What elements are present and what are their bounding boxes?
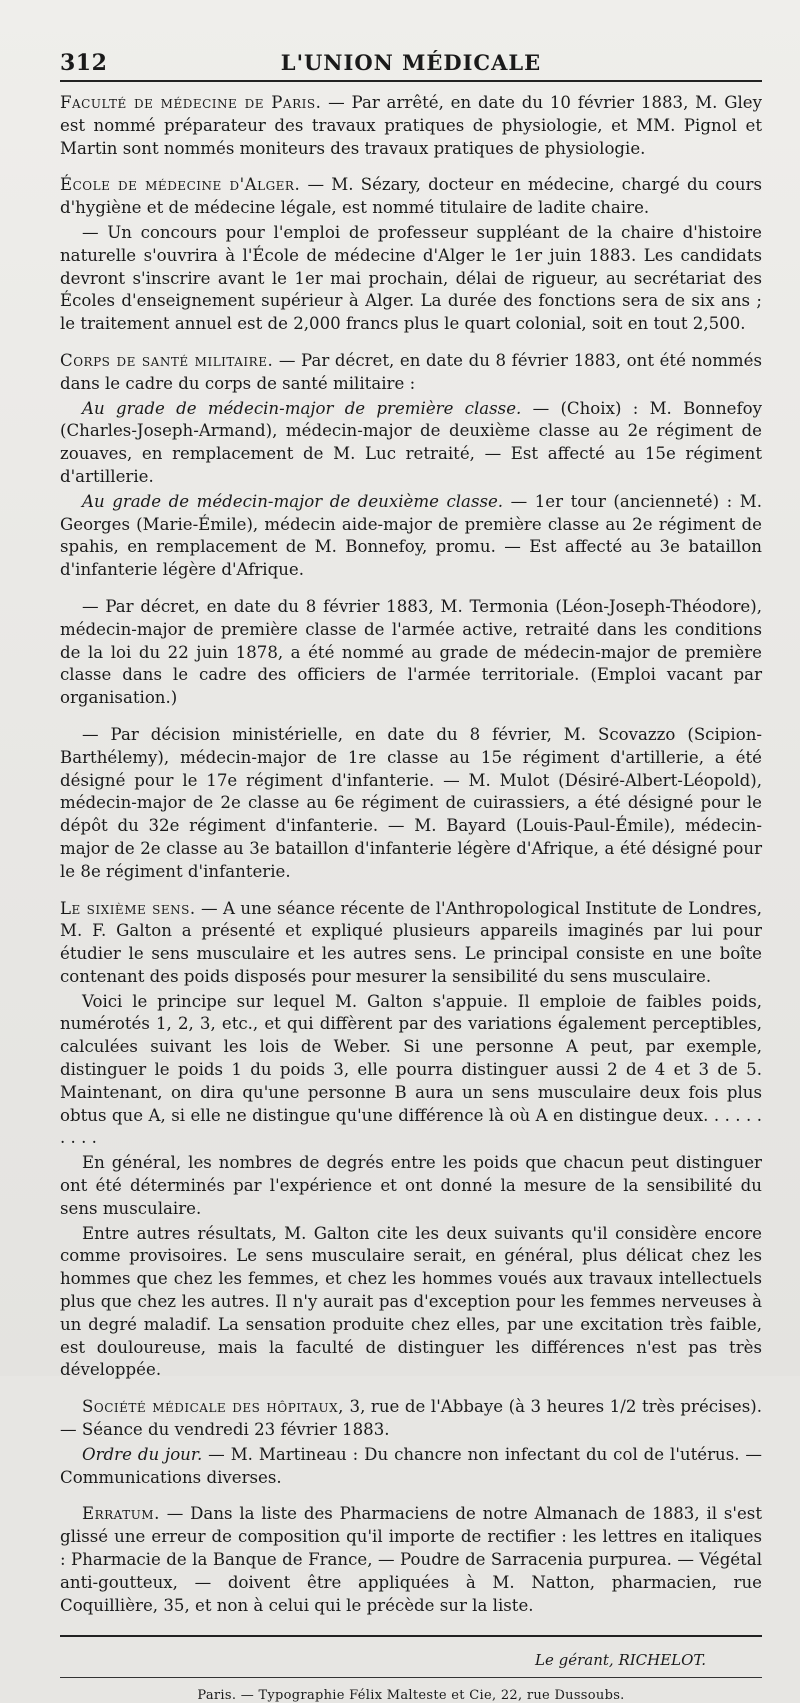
paragraph-principe-galton: Voici le principe sur lequel M. Galton s'appuie. Il emploie de faibles poids, numérotés 1, 2, 3, etc., et qui diffèrent par des variations également perceptibles, calculées suivant les lois de Weber. Si une personne A peut, par exemple, distinguer le poids 1 du poids 3, elle pourra distinguer aussi 2 de 4 et 3 de 5. Maintenant, on dira qu'une personne B aura un sens musculaire deux fois plus obtus que A, si elle ne distingue qu'une différence là où A en distingue deux. . . . . . . . . . <box>60 991 762 1148</box>
paragraph-decision-ministerielle: — Par décision ministérielle, en date du 8 février, M. Scovazzo (Scipion-Barthélemy), médecin-major de 1re classe au 15e régiment d'artillerie, a été désigné pour le 17e régiment d'infanterie. — M. Mulot (Désiré-Albert-Léopold), médecin-major de 2e classe au 6e régiment de cuirassiers, a été désigné pour le dépôt du 32e régiment d'infanterie. — M. Bayard (Louis-Paul-Émile), médecin-major de 2e classe au 3e bataillon d'infanterie légère d'Afrique, a été désigné pour le 8e régiment d'infanterie. <box>60 724 762 881</box>
paragraph-resultats: Entre autres résultats, M. Galton cite les deux suivants qu'il considère encore comme provisoires. Le sens musculaire serait, en général, plus délicat chez les hommes que chez les femmes, et chez les hommes voués aux travaux intellectuels plus que chez les autres. Il n'y aurait pas d'exception pour les femmes nerveuses à un degré maladif. La sensation produite chez elles, par une excitation très faible, est douloureuse, mais la faculté de distinguer les différences n'est pas très développée. <box>60 1223 762 1380</box>
paragraph-corps-sante: Corps de santé militaire. — Par décret, en date du 8 février 1883, ont été nommés dans le cadre du corps de santé militaire : <box>60 350 763 393</box>
page-number: 312 <box>60 50 108 76</box>
paragraph-concours: — Un concours pour l'emploi de professeur suppléant de la chaire d'histoire naturelle s'ouvrira à l'École de médecine d'Alger le 1er juin 1883. Les candidats devront s'inscrire avant le 1er mai prochain, délai de rigueur, au secrétariat des Écoles d'enseignement supérieur à Alger. La durée des fonctions sera de six ans ; le traitement annuel est de 2,000 francs plus le quart colonial, soit en tout 2,500. <box>60 222 762 334</box>
paragraph-societe-medicale: Société médicale des hôpitaux, 3, rue de l'Abbaye (à 3 heures 1/2 très précises). — Séance du vendredi 23 février 1883. <box>60 1397 763 1440</box>
footer-rule <box>60 1677 762 1678</box>
paragraph-ecole-alger: École de médecine d'Alger. — M. Sézary, docteur en médecine, chargé du cours d'hygiène et de médecine légale, est nommé titulaire de ladite chaire. <box>60 175 762 218</box>
signature-rule <box>60 1635 762 1637</box>
paragraph-deuxieme-classe: Au grade de médecin-major de deuxième classe. — 1er tour (ancienneté) : M. Georges (Marie-Émile), médecin aide-major de première classe au 2e régiment de spahis, en remplacement de M. Bonnefoy, promu. — Est affecté au 3e bataillon d'infanterie légère d'Afrique. <box>60 491 762 580</box>
paragraph-faculte-paris: Faculté de médecine de Paris. — Par arrêté, en date du 10 février 1883, M. Gley est nommé préparateur des travaux pratiques de physiologie, et MM. Pignol et Martin sont nommés moniteurs des travaux pratiques de physiologie. <box>60 93 762 158</box>
article-body <box>60 92 762 1617</box>
page-header <box>60 44 762 76</box>
signature: Le gérant, RICHELOT. <box>535 1651 706 1670</box>
running-title: L'UNION MÉDICALE <box>280 50 542 75</box>
paragraph-premiere-classe: Au grade de médecin-major de première classe. — (Choix) : M. Bonnefoy (Charles-Joseph-Armand), médecin-major de deuxième classe au 2e régiment de zouaves, en remplacement de M. Luc retraité, — Est affecté au 15e régiment d'artillerie. <box>60 398 762 486</box>
paragraph-termonia: — Par décret, en date du 8 février 1883, M. Termonia (Léon-Joseph-Théodore), médecin-major de première classe de l'armée active, retraité dans les conditions de la loi du 22 juin 1878, a été nommé au grade de médecin-major de première classe dans le cadre des officiers de l'armée territoriale. (Emploi vacant par organisation.) <box>60 596 762 708</box>
paragraph-nombres-degres: En général, les nombres de degrés entre les poids que chacun peut distinguer ont été déterminés par l'expérience et ont donné la mesure de la sensibilité du sens musculaire. <box>60 1153 762 1218</box>
paragraph-ordre-du-jour: Ordre du jour. — M. Martineau : Du chancre non infectant du col de l'utérus. — Communications diverses. <box>60 1444 762 1487</box>
paragraph-sixieme-sens: Le sixième sens. — A une séance récente de l'Anthropological Institute de Londres, M. F. Galton a présenté et expliqué plusieurs appareils imaginés par lui pour étudier le sens musculaire et les autres sens. Le principal consiste en une boîte contenant des poids disposés pour mesurer la sensibilité du sens musculaire. <box>60 898 762 986</box>
header-rule <box>60 80 762 82</box>
paragraph-erratum: Erratum. — Dans la liste des Pharmaciens de notre Almanach de 1883, il s'est glissé une erreur de composition qu'il importe de rectifier : les lettres en italiques : Pharmacie de la Banque de France, — Poudre de Sarracenia purpurea. — Végétal anti-goutteux, — doivent être appliquées à M. Natton, pharmacien, rue Coquillière, 35, et non à celui qui le précède sur la liste. <box>60 1504 762 1615</box>
printer-imprint: Paris. — Typographie Félix Malteste et Cie, 22, rue Dussoubs. <box>197 1688 625 1703</box>
